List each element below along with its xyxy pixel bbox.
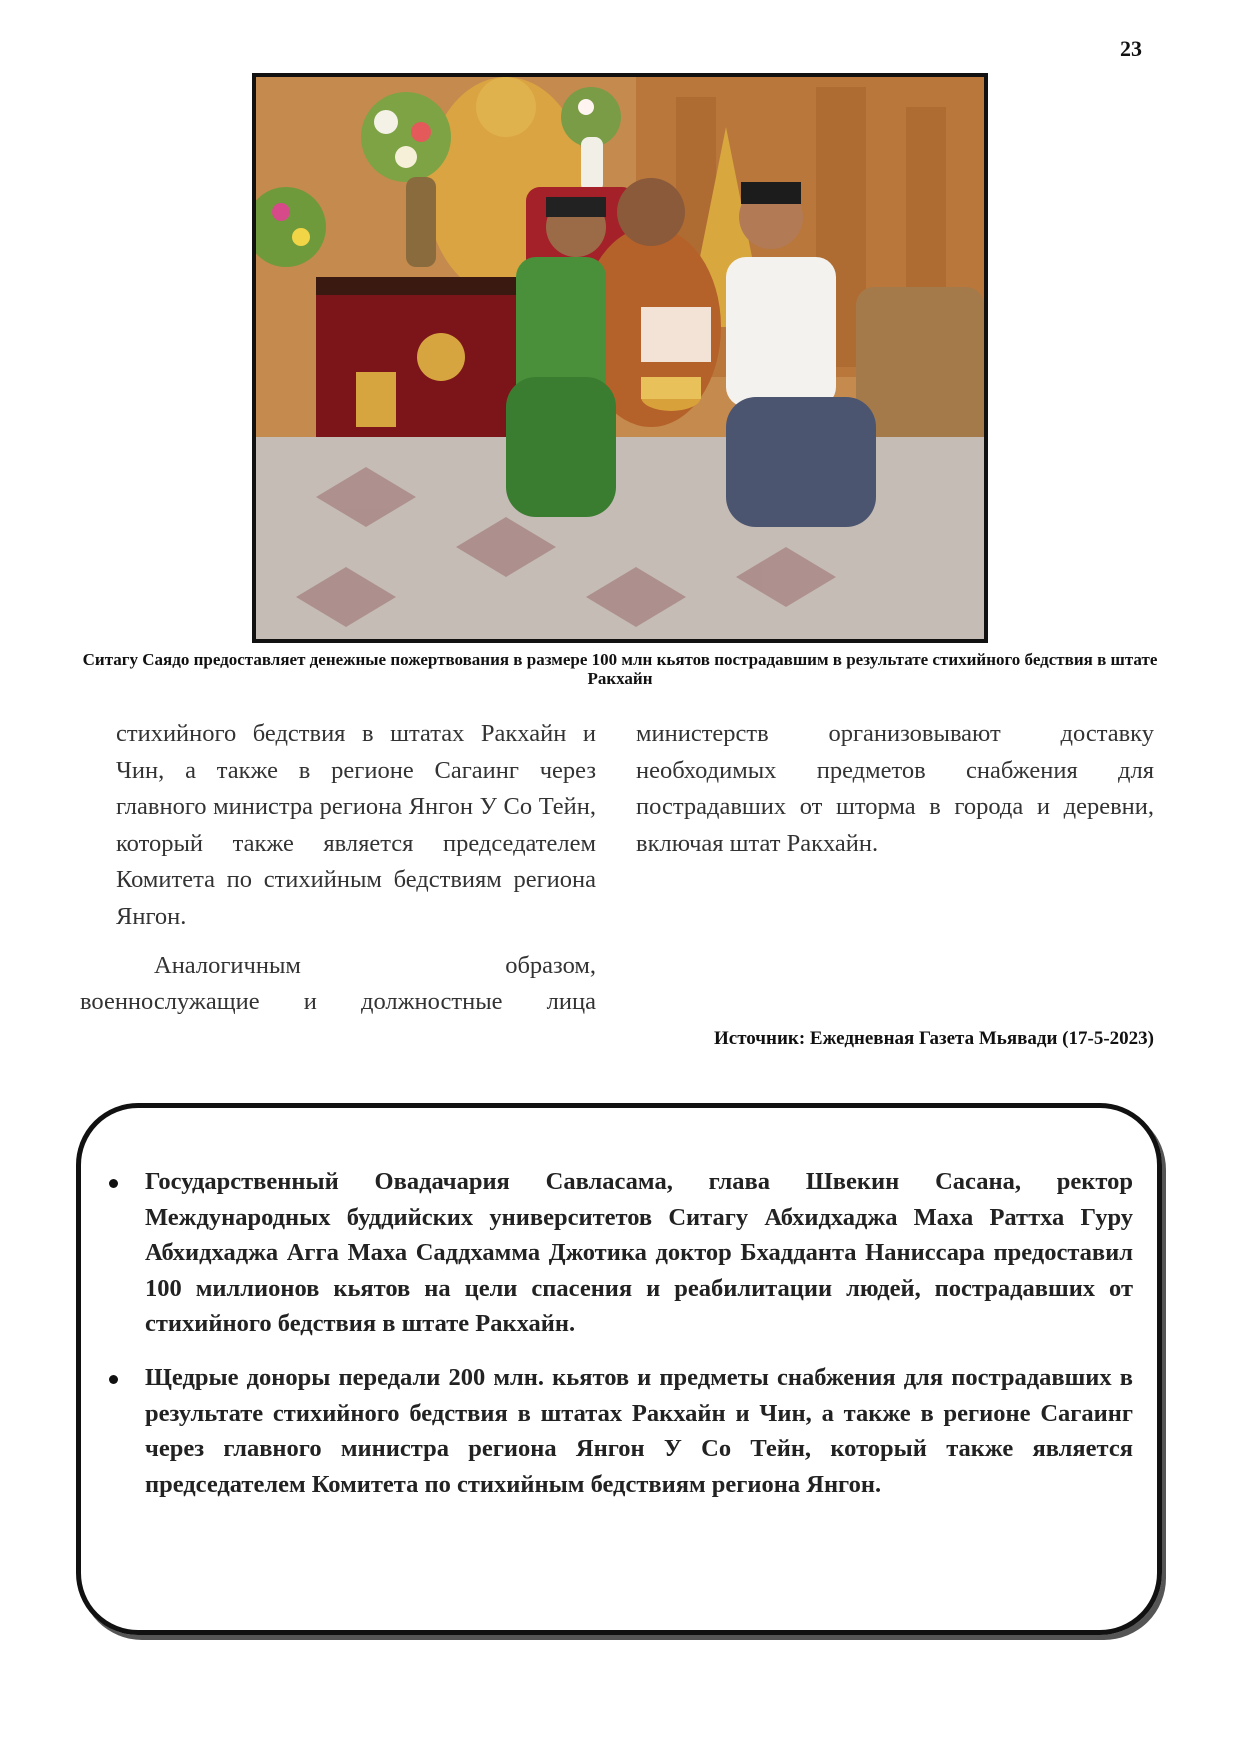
photo-illustration: [256, 77, 984, 639]
bullet-icon: [109, 1179, 118, 1188]
summary-item-text: Щедрые доноры передали 200 млн. кьятов и предметы снабжения для пострадавших в результате стихийного бедствия в штатах Ракхайн и Чин, а также в регионе Сагаинг через главного министра региона Янгон У Со Тейн, который также является председателем Комитета по стихийным бедствиям региона Янгон.: [145, 1363, 1133, 1498]
page-number: 23: [1120, 36, 1142, 61]
article-paragraph: министерств организовывают доставку необходимых предметов снабжения для пострадавших от шторма в города и деревни, включая штат Ракхайн.: [636, 720, 1154, 857]
photo-caption: Ситагу Саядо предоставляет денежные пожертвования в размере 100 млн кьятов пострадавшим в результате стихийного бедствия в штате Ракхайн: [82, 650, 1158, 688]
news-photo: [252, 73, 988, 643]
summary-list-item: [145, 1360, 1133, 1502]
summary-list-item: [145, 1164, 1133, 1342]
bullet-icon: [109, 1375, 118, 1384]
article-source: Источник: Ежедневная Газета Мьявади (17-5-2023): [714, 1028, 1154, 1049]
article-left-column: [80, 716, 596, 1021]
article-paragraph-continued: военнослужащие и должностные лица: [80, 988, 596, 1016]
summary-box: [76, 1103, 1162, 1635]
summary-item-text: Государственный Овадачария Савласама, глава Швекин Сасана, ректор Международных буддийских университетов Ситагу Абхидхаджа Маха Раттха Гуру Абхидхаджа Агга Маха Саддхамма Джотика доктор Бхадданта Наниссара предоставил 100 миллионов кьятов на цели спасения и реабилитации людей, пострадавших от стихийного бедствия в штате Ракхайн.: [145, 1168, 1133, 1338]
article-paragraph: стихийного бедствия в штатах Ракхайн и Чин, а также в регионе Сагаинг через главного министра региона Янгон У Со Тейн, который также является председателем Комитета по стихийным бедствиям региона Янгон.: [116, 720, 596, 930]
summary-list: [145, 1164, 1133, 1520]
article-paragraph-start: Аналогичным образом,: [154, 951, 596, 979]
article-right-column: [636, 716, 1154, 862]
